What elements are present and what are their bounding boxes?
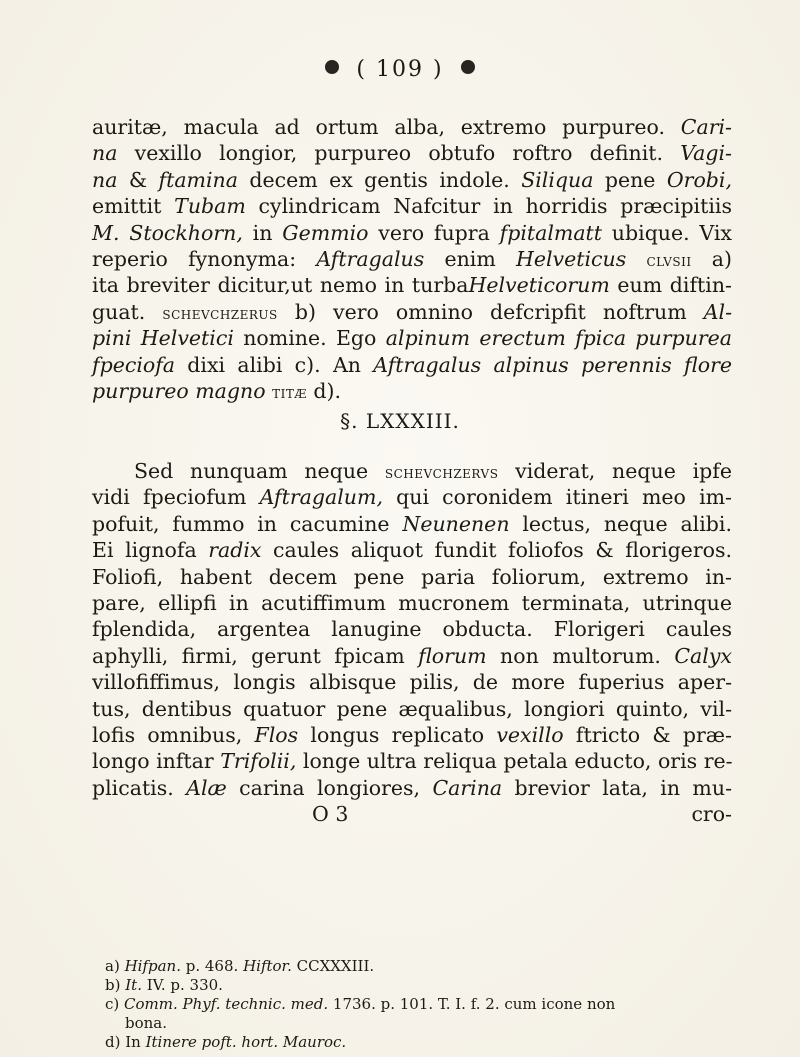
italic-run: Itinere poft. hort. Mauroc. <box>145 1033 347 1051</box>
italic-run: Hifpan. <box>124 957 181 975</box>
text-run: brevior lata, in mu- <box>502 775 732 800</box>
footnote-line <box>105 1033 705 1052</box>
text-line <box>92 352 732 378</box>
text-line <box>92 140 732 166</box>
italic-run: Siliqua <box>521 167 594 192</box>
section-heading: §. LXXXIII. <box>340 409 460 433</box>
text-run: & <box>117 167 159 192</box>
text-run: lectus, neque alibi. <box>509 511 732 536</box>
text-line <box>92 458 732 484</box>
text-line <box>92 537 732 563</box>
italic-run: ftamina <box>158 167 238 192</box>
text-run: decem ex gentis indole. <box>237 167 522 192</box>
text-run: longe ultra reliqua petala educto, oris re- <box>296 749 733 774</box>
text-run: vexillo longior, purpureo obtufo roftro definit. <box>117 141 681 166</box>
text-run: longo inftar <box>92 749 221 774</box>
text-run: a) <box>691 246 732 271</box>
text-run: p. 468. <box>180 957 244 975</box>
text-run: c) <box>105 995 125 1013</box>
signature-line <box>92 801 732 827</box>
footnote-line <box>105 957 705 976</box>
text-run: pare, ellipfi in acutiffimum mucronem terminata, utrinque <box>92 590 732 615</box>
small-caps-name: schevchzervs <box>384 463 499 483</box>
text-line <box>92 193 732 219</box>
italic-run: Al- <box>703 299 732 324</box>
page-header <box>0 57 800 82</box>
small-caps-name: clvsii <box>646 250 692 271</box>
text-run: b) <box>105 976 126 994</box>
italic-run: Neunenen <box>402 511 510 536</box>
italic-run: florum <box>418 643 487 668</box>
text-run: longus replicato <box>298 722 497 747</box>
italic-run: vexillo <box>496 722 564 747</box>
italic-run: na <box>92 167 118 192</box>
text-run: nomine. Ego <box>233 326 386 351</box>
text-run: eum diftin- <box>609 273 732 298</box>
text-run: ita breviter dicitur,ut nemo in turba <box>92 273 469 298</box>
italic-run: Aftragalus <box>316 246 425 271</box>
italic-run: Alæ <box>186 775 227 800</box>
text-run: Foliofi, habent decem pene paria foliorum, extremo in- <box>92 564 732 589</box>
italic-run: pini Helvetici <box>92 326 234 351</box>
text-run: guat. <box>92 299 163 324</box>
text-line <box>92 299 732 325</box>
text-line <box>92 616 732 642</box>
text-run: Sed nunquam neque <box>134 459 385 483</box>
text-run: plicatis. <box>92 775 187 800</box>
text-line <box>92 564 732 590</box>
italic-run: Gemmio <box>282 220 369 245</box>
italic-run: alpinum erectum fpica purpurea <box>385 326 732 351</box>
text-run: b) vero omnino defcripfit noftrum <box>277 299 704 324</box>
text-run: pofuit, fummo in cacumine <box>92 511 403 536</box>
left-ornament-icon <box>325 60 339 74</box>
text-line <box>92 484 732 510</box>
text-run: CCXXXIII. <box>291 957 375 975</box>
text-run: d). <box>306 378 342 403</box>
text-run: lofis omnibus, <box>92 722 255 747</box>
text-run <box>626 247 646 271</box>
italic-run: Comm. Phyf. technic. med. <box>124 995 329 1013</box>
text-run: non multorum. <box>486 643 675 668</box>
text-line <box>92 775 732 801</box>
italic-run: Helveticorum <box>468 273 610 298</box>
page-number: ( 109 ) <box>356 57 444 82</box>
italic-run: Calyx <box>674 643 732 668</box>
italic-run: na <box>92 141 118 166</box>
italic-run: fpeciofa <box>92 352 176 377</box>
text-line <box>92 643 732 669</box>
italic-run: Cari- <box>680 115 732 139</box>
text-line <box>92 220 732 246</box>
text-line <box>92 669 732 695</box>
text-line <box>92 272 732 298</box>
text-run: villofiffimus, longis albisque pilis, de more fuperius aper- <box>92 670 732 695</box>
text-run: enim <box>424 246 516 271</box>
italic-run: Aftragalum, <box>259 485 383 510</box>
small-caps-name: titæ <box>272 382 307 403</box>
italic-run: Hiftor. <box>243 957 292 975</box>
italic-run: Flos <box>254 722 299 747</box>
text-run: Ei lignofa <box>92 538 209 563</box>
right-ornament-icon <box>461 60 475 74</box>
text-run: ftricto & præ- <box>563 722 732 747</box>
paragraph-1 <box>92 114 732 404</box>
text-run: vero fupra <box>368 220 500 245</box>
italic-run: Tubam <box>174 194 246 219</box>
italic-run: Aftragalus alpinus perennis flore <box>373 352 732 377</box>
text-run: caules aliquot fundit foliofos & florigeros. <box>261 538 732 563</box>
text-run: cylindricam Nafcitur in horridis præcipitiis <box>245 194 732 219</box>
italic-run: M. Stockhorn, <box>92 220 243 245</box>
text-line <box>92 590 732 616</box>
text-line <box>92 722 732 748</box>
text-run: aphylli, firmi, gerunt fpicam <box>92 643 419 668</box>
text-line <box>92 246 732 272</box>
text-run: 1736. p. 101. T. I. f. 2. cum icone non <box>328 995 616 1013</box>
text-run: tus, dentibus quatuor pene æqualibus, longiori quinto, vil- <box>92 696 732 721</box>
italic-run: Carina <box>432 775 503 800</box>
italic-run: Helveticus <box>515 246 627 271</box>
italic-run: It. <box>125 976 142 994</box>
text-run: emittit <box>92 194 175 219</box>
text-run: pene <box>593 167 667 192</box>
text-run: carina longiores, <box>226 775 433 800</box>
signature-mark: O 3 <box>312 802 349 826</box>
text-run: d) In <box>105 1033 146 1051</box>
text-run: viderat, neque ipfe <box>498 459 732 483</box>
text-line <box>92 114 732 140</box>
text-run: dixi alibi c). An <box>175 352 374 377</box>
text-line <box>92 167 732 193</box>
text-run: reperio fynonyma: <box>92 246 317 271</box>
footnote-line <box>105 995 705 1014</box>
italic-run: fpitalmatt <box>499 220 603 245</box>
text-run: qui coronidem itineri meo im- <box>382 485 732 510</box>
text-line <box>92 511 732 537</box>
small-caps-name: schevchzerus <box>162 303 278 324</box>
text-run: ubique. Vix <box>602 220 732 245</box>
footnotes <box>105 957 705 1052</box>
text-run: a) <box>105 957 125 975</box>
italic-run: radix <box>208 538 262 563</box>
text-line <box>92 325 732 351</box>
catchword: cro- <box>691 802 732 826</box>
text-line <box>92 748 732 774</box>
text-run: vidi fpeciofum <box>92 485 260 510</box>
italic-run: Orobi, <box>666 167 733 192</box>
text-run: auritæ, macula ad ortum alba, extremo purpureo. <box>92 115 681 139</box>
text-run: bona. <box>125 1014 168 1032</box>
text-line <box>92 696 732 722</box>
footnote-line <box>105 976 705 995</box>
text-line <box>92 378 732 404</box>
italic-run: Trifolii, <box>220 749 297 774</box>
footnote-line <box>105 1014 705 1033</box>
text-run: IV. p. 330. <box>141 976 223 994</box>
paragraph-2 <box>92 458 732 801</box>
text-run: fplendida, argentea lanugine obducta. Florigeri caules <box>92 617 732 642</box>
italic-run: Vagi- <box>680 141 732 166</box>
italic-run: purpureo magno <box>92 378 266 403</box>
text-run: in <box>242 220 283 245</box>
